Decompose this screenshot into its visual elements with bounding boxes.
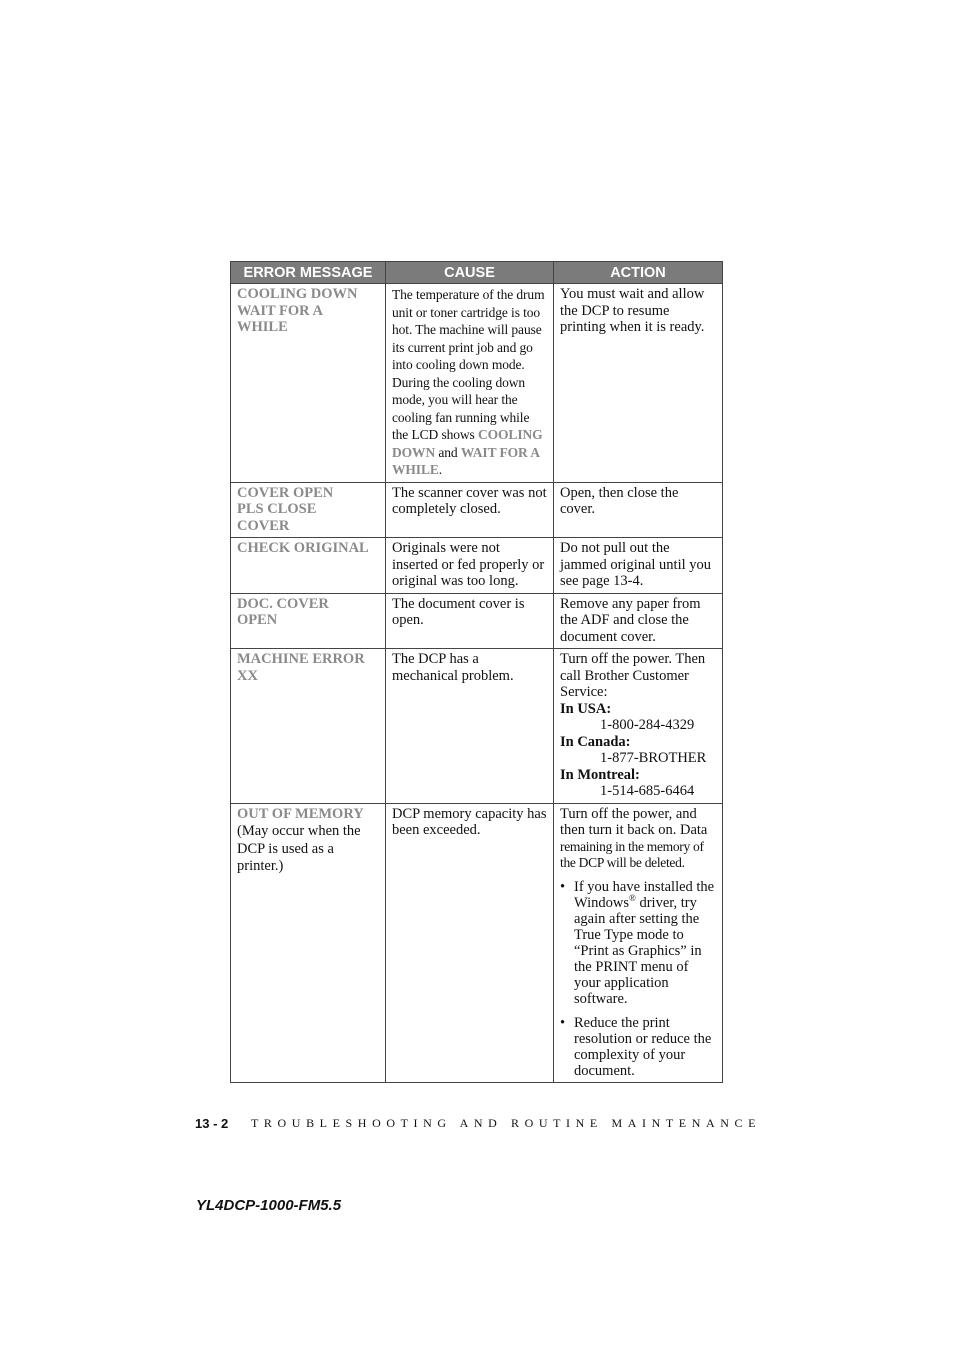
action-cell xyxy=(554,538,723,594)
action-text: Do not pull out the jammed original until you see page 13-4. xyxy=(560,540,712,589)
action-cell xyxy=(554,649,723,804)
table-row xyxy=(231,803,723,1082)
bullet-icon: • xyxy=(560,878,566,895)
bullet-text-post: driver, try again after setting the True Type mode to “Print as Graphics” in the PRINT menu of your application software. xyxy=(574,894,702,1007)
document-code: YL4DCP-1000-FM5.5 xyxy=(196,1197,342,1214)
action-cell xyxy=(554,482,723,538)
action-cell xyxy=(554,803,723,1082)
lcd-message-inline: COOLING DOWN xyxy=(392,427,543,460)
contact-number-usa: 1-800-284-4329 xyxy=(600,717,695,733)
header-error-message: ERROR MESSAGE xyxy=(231,262,386,284)
header-cause: CAUSE xyxy=(386,262,554,284)
list-item xyxy=(560,1015,717,1079)
table-row xyxy=(231,482,723,538)
cause-text: The temperature of the drum unit or toner cartridge is too hot. The machine will pause its current print job and go into cooling down mode. During the cooling down mode, you will hear the cooling fan running while the LCD shows xyxy=(392,287,545,442)
action-text: Turn off the power. Then call Brother Customer Service: xyxy=(560,651,706,700)
lcd-message: MACHINE ERROR XX xyxy=(237,651,365,684)
table-header-row xyxy=(231,262,723,284)
action-bullet-list xyxy=(560,879,717,1079)
contact-label-montreal: In Montreal: xyxy=(560,766,640,783)
cause-period: . xyxy=(438,462,443,477)
cause-cell xyxy=(386,649,554,804)
cause-cell xyxy=(386,284,554,483)
page-number: 13 - 2 xyxy=(195,1116,229,1131)
table-row xyxy=(231,593,723,649)
lcd-message: DOC. COVER OPEN xyxy=(237,595,329,628)
cause-cell xyxy=(386,803,554,1082)
header-action: ACTION xyxy=(554,262,723,284)
error-table xyxy=(230,261,723,1083)
cause-text: Originals were not inserted or fed properly or original was too long. xyxy=(392,540,545,589)
cause-text: The scanner cover was not completely closed. xyxy=(392,484,547,517)
lcd-message-inline: WAIT FOR A WHILE xyxy=(392,444,540,477)
error-message-cell xyxy=(231,593,386,649)
error-message-cell xyxy=(231,803,386,1082)
bullet-text: Reduce the print resolution or reduce the complexity of your document. xyxy=(574,1014,712,1079)
cause-text: The DCP has a mechanical problem. xyxy=(392,651,514,684)
contact-number-canada: 1-877-BROTHER xyxy=(600,750,707,766)
cause-text: DCP memory capacity has been exceeded. xyxy=(392,805,547,838)
lcd-message: CHECK ORIGINAL xyxy=(237,540,369,556)
registered-mark: ® xyxy=(629,892,636,903)
list-item xyxy=(560,879,717,1007)
table-row xyxy=(231,284,723,483)
error-message-cell xyxy=(231,538,386,594)
message-note: (May occur when the DCP is used as a printer.) xyxy=(237,823,361,874)
cause-connector: and xyxy=(435,444,458,460)
action-text: Remove any paper from the ADF and close the document cover. xyxy=(560,595,701,645)
action-text: Open, then close the cover. xyxy=(560,484,679,517)
lcd-message: COOLING DOWN WAIT FOR A WHILE xyxy=(237,286,358,335)
lcd-message: COVER OPEN PLS CLOSE COVER xyxy=(237,484,334,534)
error-message-cell xyxy=(231,482,386,538)
section-title: TROUBLESHOOTING AND ROUTINE MAINTENANCE xyxy=(251,1116,762,1130)
error-message-cell xyxy=(231,284,386,483)
action-cell xyxy=(554,284,723,483)
table-row xyxy=(231,538,723,594)
lcd-message: OUT OF MEMORY xyxy=(237,805,364,822)
contact-number-montreal: 1-514-685-6464 xyxy=(600,783,695,799)
bullet-text-pre: If you have installed the Windows xyxy=(574,878,715,911)
bullet-icon: • xyxy=(560,1014,566,1031)
action-text: You must wait and allow the DCP to resume printing when it is ready. xyxy=(560,286,705,335)
action-text: Turn off the power, and then turn it back on. Data xyxy=(560,805,708,838)
cause-cell xyxy=(386,482,554,538)
action-text-condensed: remaining in the memory of the DCP will be deleted. xyxy=(560,838,704,870)
error-message-cell xyxy=(231,649,386,804)
cause-text: The document cover is open. xyxy=(392,595,525,628)
cause-cell xyxy=(386,538,554,594)
cause-cell xyxy=(386,593,554,649)
contact-label-canada: In Canada: xyxy=(560,733,631,750)
contact-label-usa: In USA: xyxy=(560,700,612,717)
table-row xyxy=(231,649,723,804)
action-cell xyxy=(554,593,723,649)
